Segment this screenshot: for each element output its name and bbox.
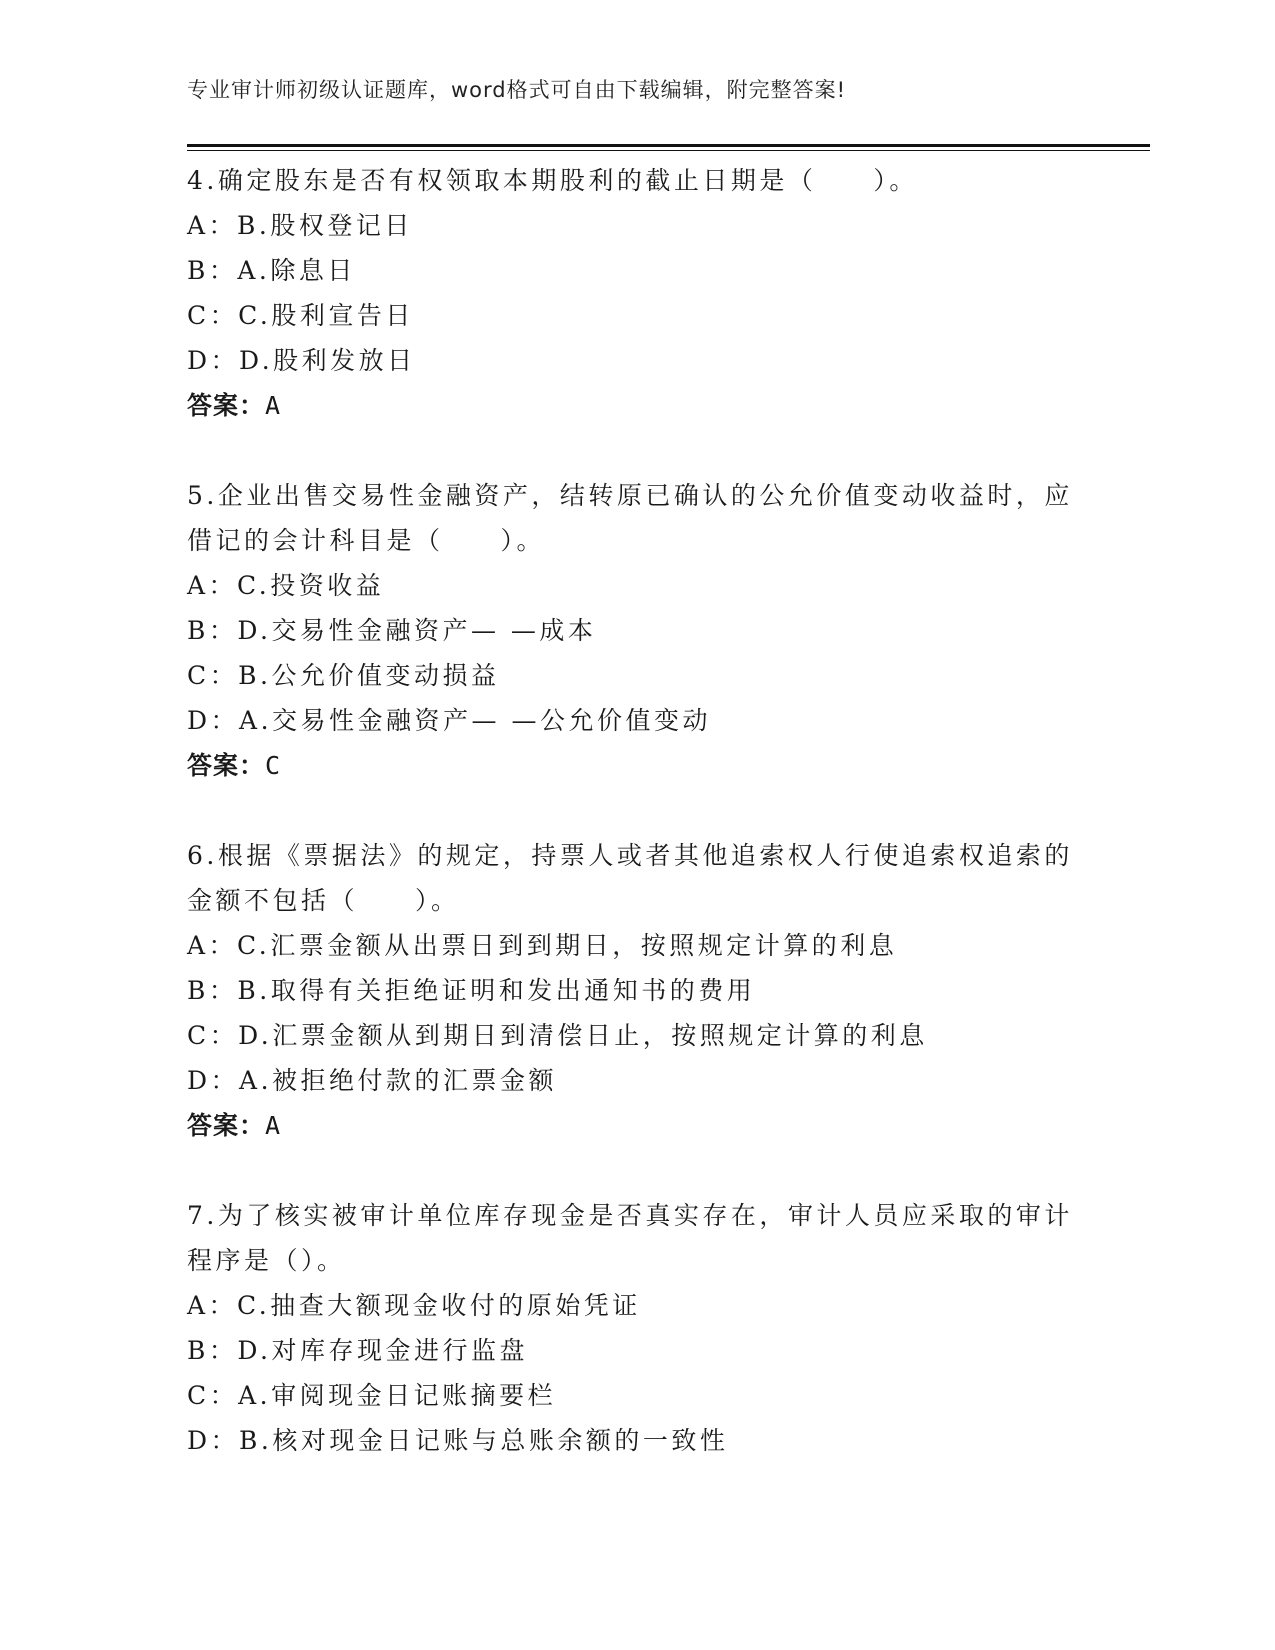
option-c: C：C.股利宣告日	[187, 301, 414, 330]
question-spacer	[187, 1148, 1087, 1193]
answer-label: 答案：	[187, 1111, 266, 1140]
option-c: C：B.公允价值变动损益	[187, 661, 500, 690]
option-a: A：C.汇票金额从出票日到到期日，按照规定计算的利息	[187, 931, 898, 960]
option-a: A：C.投资收益	[187, 571, 385, 600]
question-4	[187, 158, 1087, 428]
answer-value: A	[265, 391, 282, 420]
question-5	[187, 473, 1087, 788]
option-c: C：D.汇票金额从到期日到清偿日止，按照规定计算的利息	[187, 1021, 928, 1050]
answer-line	[187, 1103, 1087, 1148]
answer-line	[187, 383, 1087, 428]
option-d: D：A.被拒绝付款的汇票金额	[187, 1066, 558, 1095]
answer-label: 答案：	[187, 391, 266, 420]
question-7	[187, 1193, 1087, 1463]
option-d: D：D.股利发放日	[187, 346, 416, 375]
option-b: B：D.对库存现金进行监盘	[187, 1336, 528, 1365]
question-text: 4.确定股东是否有权领取本期股利的截止日期是（ ）。	[187, 166, 918, 195]
answer-value: A	[265, 1111, 282, 1140]
question-list	[187, 158, 1087, 1463]
option-b: B：A.除息日	[187, 256, 356, 285]
header-divider-thin	[187, 150, 1150, 151]
option-a: A：C.抽查大额现金收付的原始凭证	[187, 1291, 641, 1320]
option-d: D：B.核对现金日记账与总账余额的一致性	[187, 1426, 729, 1455]
question-6	[187, 833, 1087, 1148]
answer-label: 答案：	[187, 751, 266, 780]
page-header: 专业审计师初级认证题库，word格式可自由下载编辑，附完整答案!	[187, 78, 847, 102]
header-divider-thick	[187, 144, 1150, 147]
answer-value: C	[265, 751, 282, 780]
option-d: D：A.交易性金融资产— —公允价值变动	[187, 706, 711, 735]
question-text: 6.根据《票据法》的规定，持票人或者其他追索权人行使追索权追索的金额不包括（ ）。	[187, 841, 1073, 915]
question-text: 7.为了核实被审计单位库存现金是否真实存在，审计人员应采取的审计程序是（）。	[187, 1201, 1073, 1275]
option-c: C：A.审阅现金日记账摘要栏	[187, 1381, 557, 1410]
question-spacer	[187, 788, 1087, 833]
option-b: B：B.取得有关拒绝证明和发出通知书的费用	[187, 976, 756, 1005]
question-spacer	[187, 428, 1087, 473]
question-text: 5.企业出售交易性金融资产，结转原已确认的公允价值变动收益时，应借记的会计科目是（ ）。	[187, 481, 1073, 555]
answer-line	[187, 743, 1087, 788]
option-b: B：D.交易性金融资产— —成本	[187, 616, 597, 645]
option-a: A：B.股权登记日	[187, 211, 413, 240]
